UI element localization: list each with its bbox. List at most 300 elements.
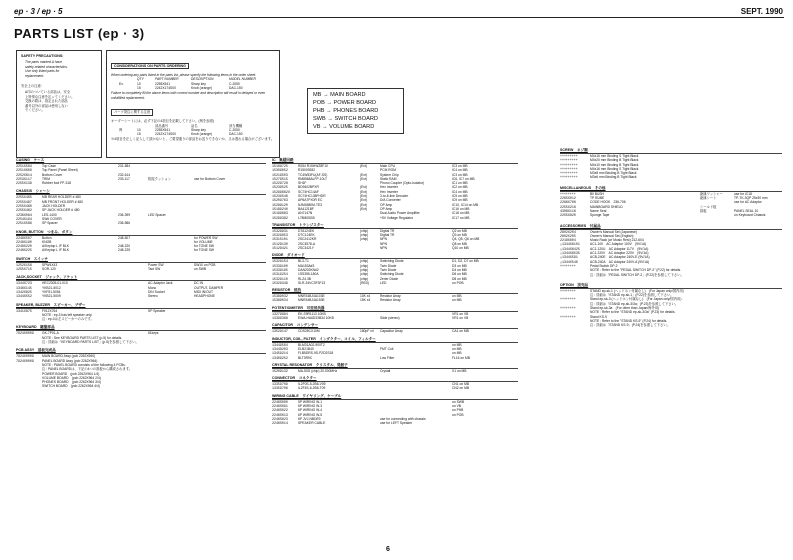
- parts-cell: for TONE SW: [194, 244, 215, 249]
- ex-desc: Knob (orange): [191, 86, 213, 90]
- parts-cell: Rubber foot FP-318: [42, 181, 71, 186]
- parts-cell: Owner's Manual Set (Japanese): [590, 229, 637, 234]
- parts-cell: (Ext): [360, 172, 367, 177]
- legend-item: MB → MAIN BOARD: [313, 92, 366, 98]
- parts-cell: 180pF x4: [360, 329, 374, 334]
- parts-cell: Stand ep-sk-3 (ヘッドホン付属なし) (For Japan only/国内用): [590, 297, 682, 302]
- parts-cell: 13399368: [272, 316, 288, 321]
- section-heading: CAPACITOR コンデンサー: [272, 323, 319, 328]
- parts-cell: KNOB: [42, 239, 52, 244]
- parts-cell: on MB: [452, 294, 462, 299]
- parts-cell: use for connecting with chassis: [380, 416, 426, 421]
- parts-cell: POWER BOARD (pcb 2262X964 1/4): [42, 371, 100, 376]
- parts-row: [272, 246, 518, 250]
- parts-cell: 3-to-8-line Decoder: [380, 194, 409, 199]
- section-heading: JACK,SOCKET ジャック、ソケット: [16, 275, 78, 280]
- parts-cell: AC Adaptor Jack: [148, 281, 173, 286]
- parts-cell: Power SW: [148, 262, 164, 267]
- parts-section: [272, 253, 518, 285]
- parts-cell: 13459214: [272, 351, 288, 356]
- parts-cell: 注 : 詳細は「STAND KS-9」(P.24)を参照して下さい。: [590, 323, 670, 328]
- parts-cell: 248-220: [118, 244, 131, 249]
- parts-cell: IC16 on MB: [452, 206, 470, 211]
- parts-cell: 15K x4: [360, 298, 371, 303]
- parts-cell: TRIM: [42, 176, 51, 181]
- safety-jp-line: 交換の際は、指定された部品: [25, 99, 68, 104]
- parts-cell: on MB: [452, 298, 462, 303]
- parts-section: [16, 303, 266, 322]
- parts-cell: D/A Converter: [380, 198, 401, 203]
- ordering-jp-note: ※4項目を正しく記入して頂かないと、ご要望通りの部品をお送りできないか、又は遅れる場合がございます。: [111, 137, 275, 142]
- parts-cell: 6P JVJ-NBDE9: [298, 416, 321, 421]
- parts-cell: NJM4580M-TE3: [298, 202, 323, 207]
- parts-cell: 1252X156: [16, 262, 32, 267]
- parts-cell: MA-50G (chip) 20.000MHz: [298, 368, 338, 373]
- parts-cell: 1342X825: [16, 289, 32, 294]
- parts-cell: 10K x4: [360, 294, 371, 299]
- parts-cell: 4308X116: [560, 208, 576, 213]
- parts-cell: Capacitor Array: [380, 329, 403, 334]
- parts-cell: D6 on MB: [452, 272, 467, 277]
- parts-cell: 61keys: [148, 331, 159, 336]
- parts-cell: STAND ep-sk-1 (ヘッドホン付属なし) (For Japan only/国内用): [590, 288, 684, 293]
- section-heading: WIRING CABLE ワイヤリング、ケーブル: [272, 393, 342, 398]
- parts-cell: M4x10 mm Binding B Tight Black: [590, 162, 639, 167]
- parts-cell: 15289120: [272, 202, 288, 207]
- parts-cell: [360, 246, 380, 250]
- parts-cell: 2802X205: [560, 233, 576, 238]
- parts-cell: △1344X591: [560, 255, 578, 260]
- parts-cell: IL2F0S-5-2B6-V09: [298, 382, 326, 387]
- parts-cell: DAN202KN#2: [298, 267, 319, 272]
- parts-section: [16, 325, 266, 344]
- parts-cell: AC1-120U AC Adaptor 117V (9V/1A): [590, 246, 649, 251]
- parts-cell: Owner's Manual Set (English): [590, 233, 634, 238]
- page-number: 6: [386, 546, 390, 553]
- parts-cell: Stand ep-sk-3a (For other than Japan/海外用): [590, 306, 660, 311]
- parts-cell: A/Keytop L IF BLK: [42, 244, 69, 249]
- parts-cell: on MB: [452, 342, 462, 347]
- parts-cell: BA4121BF: [298, 206, 314, 211]
- parts-cell: A/Keytop L IF BLK: [42, 248, 69, 253]
- parts-cell: 2248X190: [16, 239, 32, 244]
- parts-row: [272, 216, 518, 220]
- parts-cell: (Ext): [360, 176, 367, 181]
- parts-cell: [118, 294, 148, 298]
- parts-cell: 13529147: [272, 329, 288, 334]
- parts-cell: Resistor Array: [380, 298, 401, 303]
- parts-cell: [148, 340, 194, 344]
- parts-cell: 銘板: [700, 208, 707, 213]
- parts-cell: CN1 on MB: [452, 382, 470, 387]
- parts-cell: 2246S091: [272, 403, 288, 408]
- parts-cell: Mono: [148, 285, 157, 290]
- parts-cell: 13279894: [272, 311, 288, 316]
- parts-cell: △1344X540: [560, 259, 578, 264]
- parts-cell: CA1 on MB: [452, 329, 469, 334]
- parts-cell: 248-507: [118, 235, 131, 240]
- parts-column-right: [560, 148, 782, 334]
- parts-cell: NPN: [380, 246, 387, 251]
- parts-cell: BL3-T1: [298, 259, 309, 264]
- parts-cell: [118, 340, 148, 344]
- parts-cell: +++++++++: [560, 175, 578, 180]
- parts-cell: Bottom Cover: [42, 172, 63, 177]
- parts-cell: (Ext): [360, 189, 367, 194]
- parts-section: [16, 275, 266, 298]
- parts-cell: TP-TK-3QP 25x30 mm: [734, 196, 768, 201]
- ex-model: C-2050: [229, 81, 240, 86]
- parts-cell: SW10 on POB: [194, 262, 216, 267]
- parts-cell: [118, 317, 148, 321]
- parts-cell: +++++++++: [560, 154, 578, 158]
- parts-cell: Hex Inverter: [380, 185, 398, 190]
- safety-heading: SAFETY PRECAUTIONS:: [21, 54, 64, 58]
- parts-cell: ++++++++: [560, 288, 576, 293]
- parts-cell: 248-225: [118, 248, 131, 253]
- parts-cell: IC3 on MB: [452, 164, 468, 168]
- parts-cell: IC3 on MB: [452, 172, 468, 177]
- parts-cell: NPN: [380, 241, 387, 246]
- parts-cell: Slide (stereo): [380, 316, 400, 321]
- parts-cell: 2255X465: [16, 195, 32, 200]
- section-heading: TRANSISTOR トランジスター: [272, 222, 324, 227]
- parts-cell: 15319254: [272, 272, 288, 277]
- parts-cell: 1SS355-180A: [298, 272, 319, 277]
- parts-cell: △1344X6101: [560, 242, 580, 247]
- parts-cell: 1346X145: [16, 285, 32, 290]
- parts-cell: 2246S013: [272, 412, 288, 417]
- parts-cell: MNR34BJ4A103E: [298, 294, 325, 299]
- parts-row: [16, 340, 266, 344]
- parts-cell: use for AC Adaptor: [734, 200, 762, 205]
- parts-cell: 7924X0009: [16, 354, 34, 359]
- parts-cell: (chip): [360, 272, 369, 277]
- jp-ex: 2255X541: [155, 127, 171, 132]
- parts-cell: 2248X225: [16, 248, 32, 253]
- parts-cell: (chip): [360, 276, 369, 281]
- parts-cell: 7924X0009: [16, 358, 34, 363]
- parts-cell: 注 : 詳細は「STAND ep-sk-1」(P.22)を参照して下さい。: [590, 293, 674, 298]
- parts-cell: (chip): [360, 267, 369, 272]
- parts-cell: Q4, Q5, Q6 on MB: [452, 237, 480, 242]
- parts-cell: IC4 on MB: [452, 168, 468, 173]
- parts-cell: [194, 221, 266, 225]
- parts-cell: BLT3R9C: [298, 355, 313, 360]
- parts-cell: [148, 317, 194, 321]
- parts-cell: [380, 386, 452, 390]
- parts-cell: F012X764: [42, 308, 58, 313]
- parts-cell: 注 : 詳細は「PEDAL SWITCH DP-2」(P.22)を参照して下さい。: [590, 272, 684, 277]
- parts-cell: SWITCH BOARD (pcb 2262X964 4/4): [42, 384, 100, 389]
- legend-item: PHB → PHONES BOARD: [313, 108, 379, 114]
- parts-cell: [194, 340, 266, 344]
- ordering-example: [119, 86, 275, 90]
- parts-cell: NOTE : Refer to the "STAND ep-sk-3/3a" (P.23) for details.: [590, 310, 676, 315]
- parts-cell: [360, 356, 380, 360]
- ex-qty: 10: [137, 81, 141, 86]
- parts-cell: on SWB: [194, 267, 207, 272]
- section-heading: CHASSIS シャーシ: [16, 189, 50, 194]
- parts-cell: [148, 384, 194, 388]
- parts-cell: HEADPHONE: [194, 294, 215, 299]
- parts-cell: System Chip: [380, 172, 399, 177]
- parts-cell: 13449564: [272, 342, 288, 347]
- parts-row: [16, 248, 266, 252]
- parts-cell: 注 : 詳細は「STAND ep-sk-3/3a」(P.23)を参照して下さい。: [590, 301, 679, 306]
- parts-cell: 2255X462: [16, 208, 32, 213]
- parts-cell: 2246S623: [272, 416, 288, 421]
- parts-cell: (chip): [360, 233, 369, 238]
- parts-cell: VOLUME BOARD (pcb 2262X964 2/4): [42, 375, 101, 380]
- parts-cell: AN7147N: [298, 211, 313, 216]
- parts-cell: OP Amp: [380, 202, 393, 207]
- parts-section: [272, 223, 518, 250]
- parts-cell: [148, 181, 194, 185]
- parts-cell: on Keyboard Chassis: [734, 213, 766, 218]
- parts-row: [16, 294, 266, 298]
- parts-cell: 15169725: [272, 164, 288, 168]
- parts-cell: DIN Socket: [148, 289, 165, 294]
- parts-row: [16, 181, 266, 185]
- parts-cell: ELB21B40: [298, 346, 314, 351]
- parts-cell: for POWER SW: [194, 235, 218, 240]
- parts-cell: 5P WIRING W-1: [298, 399, 323, 404]
- col-qty: QTY: [137, 77, 144, 82]
- parts-cell: Stereo: [148, 294, 158, 299]
- page-title: PARTS LIST (ep · 3): [14, 26, 145, 41]
- parts-cell: IC9 on MB: [452, 198, 468, 203]
- parts-cell: 2246S014: [272, 421, 288, 426]
- parts-cell: 2255X820: [560, 213, 576, 218]
- parts-cell: 15129421: [272, 246, 288, 251]
- parts-cell: 注 : 詳細は「KEYBOARD PARTS LIST」(p.5)を参照して下さい。: [42, 340, 139, 345]
- parts-cell: M4x16 mm Binding S Tight Black: [590, 166, 639, 171]
- parts-cell: 2265X012: [560, 196, 576, 201]
- parts-cell: [700, 323, 734, 327]
- safety-jp-line: Δ印のついている部品は、安全: [25, 90, 71, 95]
- parts-cell: ++++++++: [560, 314, 576, 319]
- parts-cell: 15389034: [272, 298, 288, 303]
- parts-cell: SP Speaker: [148, 308, 166, 313]
- parts-cell: FL16 on MB: [452, 355, 470, 360]
- parts-section: [272, 394, 518, 426]
- parts-cell: 2248X220: [16, 244, 32, 249]
- legend-item: VB → VOLUME BOARD: [313, 124, 375, 130]
- parts-cell: IC5 on MB: [452, 194, 468, 199]
- col-model: MODEL NUMBER: [229, 77, 256, 82]
- parts-cell: 注 : ep-3は左スピーカーのみです。: [42, 317, 94, 322]
- parts-cell: on SWB: [452, 399, 465, 404]
- parts-cell: SLR-34VC3F3F13: [298, 280, 326, 285]
- ex-label: Ex.: [119, 81, 124, 86]
- parts-cell: [360, 316, 380, 320]
- parts-cell: D8 on MB: [452, 276, 467, 281]
- parts-cell: [118, 267, 148, 271]
- parts-cell: [734, 175, 782, 179]
- parts-cell: [360, 369, 380, 373]
- col-desc: DESCRIPTION: [191, 77, 214, 82]
- parts-cell: 2255X460: [16, 204, 32, 209]
- parts-cell: Twin Diode: [380, 263, 397, 268]
- parts-cell: [560, 273, 590, 277]
- parts-cell: 2802X204: [560, 229, 576, 234]
- section-heading: CRYSTAL RESONATOR クリスタル、発振子: [272, 362, 348, 367]
- section-heading: RESISTOR 抵抗: [272, 288, 302, 293]
- parts-section: [272, 337, 518, 360]
- jp-ex: Knob (orange): [191, 132, 213, 137]
- parts-cell: [734, 273, 782, 277]
- parts-cell: OUTPUT, DAMPER: [194, 285, 224, 290]
- parts-cell: Sponge Tape: [590, 213, 610, 218]
- header-model: ep · 3 / ep · 5: [14, 7, 63, 16]
- section-heading: INDUCTOR, COIL, FILTER インダクター、コイル、フィルター: [272, 336, 376, 341]
- parts-cell: +++++++++: [560, 158, 578, 163]
- parts-cell: SH1F: [298, 181, 307, 186]
- parts-cell: M3x6 mm Binding B Tight Black: [590, 175, 637, 180]
- parts-cell: 2254X194: [16, 216, 32, 221]
- parts-cell: NOTE : Refer to the "PEDAL SWITCH DP-2" (P.22) for details.: [590, 268, 682, 273]
- parts-section: [272, 323, 518, 333]
- parts-cell: 236-399: [118, 212, 131, 217]
- section-heading: SPEAKER, BUZZER スピーカー、ブザー: [16, 302, 86, 307]
- parts-cell: シールド板: [700, 204, 717, 209]
- parts-cell: on MB: [452, 346, 462, 351]
- parts-cell: 1255X715: [16, 267, 32, 272]
- parts-cell: SPW4X43: [42, 262, 58, 267]
- parts-cell: 2253X117: [16, 176, 32, 181]
- parts-section: [16, 158, 266, 185]
- safety-line: replacement.: [25, 73, 45, 78]
- safety-line: The parts marked Δ have: [25, 60, 62, 65]
- parts-cell: EWA-HA6D33B34 10KB: [298, 316, 334, 321]
- parts-cell: M4x20 mm Binding B Tight Black: [590, 158, 639, 163]
- ex-desc: Sharp key: [191, 81, 206, 86]
- section-heading: ACCESSORIES 付属品: [560, 223, 601, 228]
- parts-cell: Crystal: [380, 368, 391, 373]
- parts-cell: 15329931: [272, 228, 288, 233]
- parts-cell: 2SC3421Y: [298, 246, 314, 251]
- parts-cell: MA153A#3: [298, 263, 315, 268]
- ordering-note: Failure to completely fill the above items with correct number and description will result in delayed or even unfulfilled replacement.: [111, 91, 266, 100]
- parts-cell: Main CPU: [380, 164, 396, 168]
- parts-cell: 2255X139: [16, 181, 32, 186]
- parts-cell: 15189240: [272, 206, 288, 211]
- parts-cell: 2251X584: [16, 164, 32, 168]
- parts-cell: SP JACK HOLDER # 480: [42, 208, 80, 213]
- board-legend: [307, 88, 404, 134]
- parts-row: [16, 221, 266, 225]
- parts-cell: 15329349: [272, 280, 288, 285]
- parts-cell: Stand KS-9: [590, 314, 607, 319]
- parts-cell: 15219503: [272, 172, 288, 177]
- parts-cell: 15199683: [272, 211, 288, 216]
- ordering-box: [106, 50, 280, 158]
- parts-cell: ++++++++: [560, 191, 576, 196]
- parts-cell: on PHB: [452, 408, 464, 413]
- parts-cell: 15329154: [272, 259, 288, 264]
- parts-cell: [148, 248, 194, 252]
- parts-cell: FMT Coil: [380, 346, 394, 351]
- parts-cell: (Ext): [360, 206, 367, 211]
- parts-cell: (chip): [360, 228, 369, 233]
- parts-cell: FLB5DRS-9S-P2D2S18: [298, 351, 334, 356]
- safety-jp-lines: [25, 90, 97, 112]
- parts-cell: Hex Inverter: [380, 189, 398, 194]
- parts-section: [272, 376, 518, 391]
- parts-row: [560, 273, 782, 277]
- parts-cell: 2SC2412KR: [298, 237, 317, 242]
- parts-cell: 6P WIRING W-4: [298, 408, 323, 413]
- parts-cell: Digital TR: [380, 233, 395, 238]
- parts-cell: [194, 181, 266, 185]
- safety-jp-line: 上特別な注意を払ってください。: [25, 94, 75, 99]
- parts-cell: IL2F4S-6-2B6-T09: [298, 386, 326, 391]
- parts-cell: ++++++++: [560, 297, 576, 302]
- section-heading: CASING ケース: [16, 158, 45, 162]
- parts-section: [272, 306, 518, 321]
- parts-cell: Switching Diode: [380, 259, 404, 264]
- parts-cell: 注 : PANEL BOARDは、下記の4つの基板から構成されます。: [42, 367, 133, 372]
- parts-cell: 15229728: [272, 181, 288, 186]
- parts-cell: YKB21-5012: [42, 285, 61, 290]
- parts-cell: TC4W53FU(AF-SS): [298, 172, 328, 177]
- parts-cell: M3x8 mm Binding B Tight Black: [590, 171, 637, 176]
- parts-cell: D1, D2, D7 on MB: [452, 259, 479, 264]
- legend-item: POB → POWER BOARD: [313, 100, 377, 106]
- parts-cell: (Ext): [360, 164, 367, 168]
- parts-cell: [700, 175, 734, 179]
- parts-cell: (chip): [360, 263, 369, 268]
- jp-ex: C-2050: [229, 127, 240, 132]
- parts-cell: [560, 323, 590, 327]
- parts-cell: IC4 on MB: [452, 189, 468, 194]
- parts-cell: IC17 on MB: [452, 215, 470, 220]
- parts-cell: 1236X084: [16, 212, 32, 217]
- parts-cell: on VB: [452, 403, 461, 408]
- ordering-jp-intro: オーダーシートには、必ず下記の4項目を記載して下さい。(例を参照): [111, 119, 214, 124]
- parts-row: [272, 316, 518, 320]
- jp-ex: Sharp key: [191, 127, 206, 132]
- ex-part: 2255X541: [155, 81, 171, 86]
- parts-cell: D4 on MB: [452, 267, 467, 272]
- parts-cell: IC1 on MB: [452, 181, 468, 186]
- parts-cell: Low Filter: [380, 355, 395, 360]
- parts-cell: ACB-240A AC Adaptor 240V-A (9V/1A): [590, 259, 650, 264]
- parts-cell: Q10 on MB: [452, 246, 469, 251]
- parts-cell: SC74HC138FHDR: [298, 194, 326, 199]
- parts-cell: Phono Coupler (Opto-Isolator): [380, 181, 425, 186]
- parts-cell: 2252X614: [16, 172, 32, 177]
- parts-cell: [16, 384, 42, 388]
- parts-cell: 15339100: [272, 263, 288, 268]
- parts-cell: CDS28CX10M: [298, 329, 320, 334]
- parts-cell: 15329110: [272, 276, 288, 281]
- parts-row: [272, 421, 518, 425]
- parts-cell: PANEL BOARD Assy (pcb 2262X964): [42, 358, 98, 363]
- parts-cell: Tact SW: [148, 267, 161, 272]
- parts-row: [272, 356, 518, 360]
- parts-cell: △1344X6425: [560, 246, 580, 251]
- parts-cell: OP Amp: [380, 206, 393, 211]
- parts-section: [560, 148, 782, 180]
- parts-cell: NOTE : See KEYBOARD PARTS LIST (p.5) for details.: [42, 335, 123, 340]
- parts-section: [16, 189, 266, 225]
- parts-cell: Dual Audio Power Amplifier: [380, 211, 420, 216]
- parts-cell: SOR-120: [42, 267, 56, 272]
- ordering-jp-heading: パーツ発注に関する注意: [111, 109, 153, 115]
- parts-cell: Music Rack (w/ Music Rest) 212-604: [590, 238, 644, 243]
